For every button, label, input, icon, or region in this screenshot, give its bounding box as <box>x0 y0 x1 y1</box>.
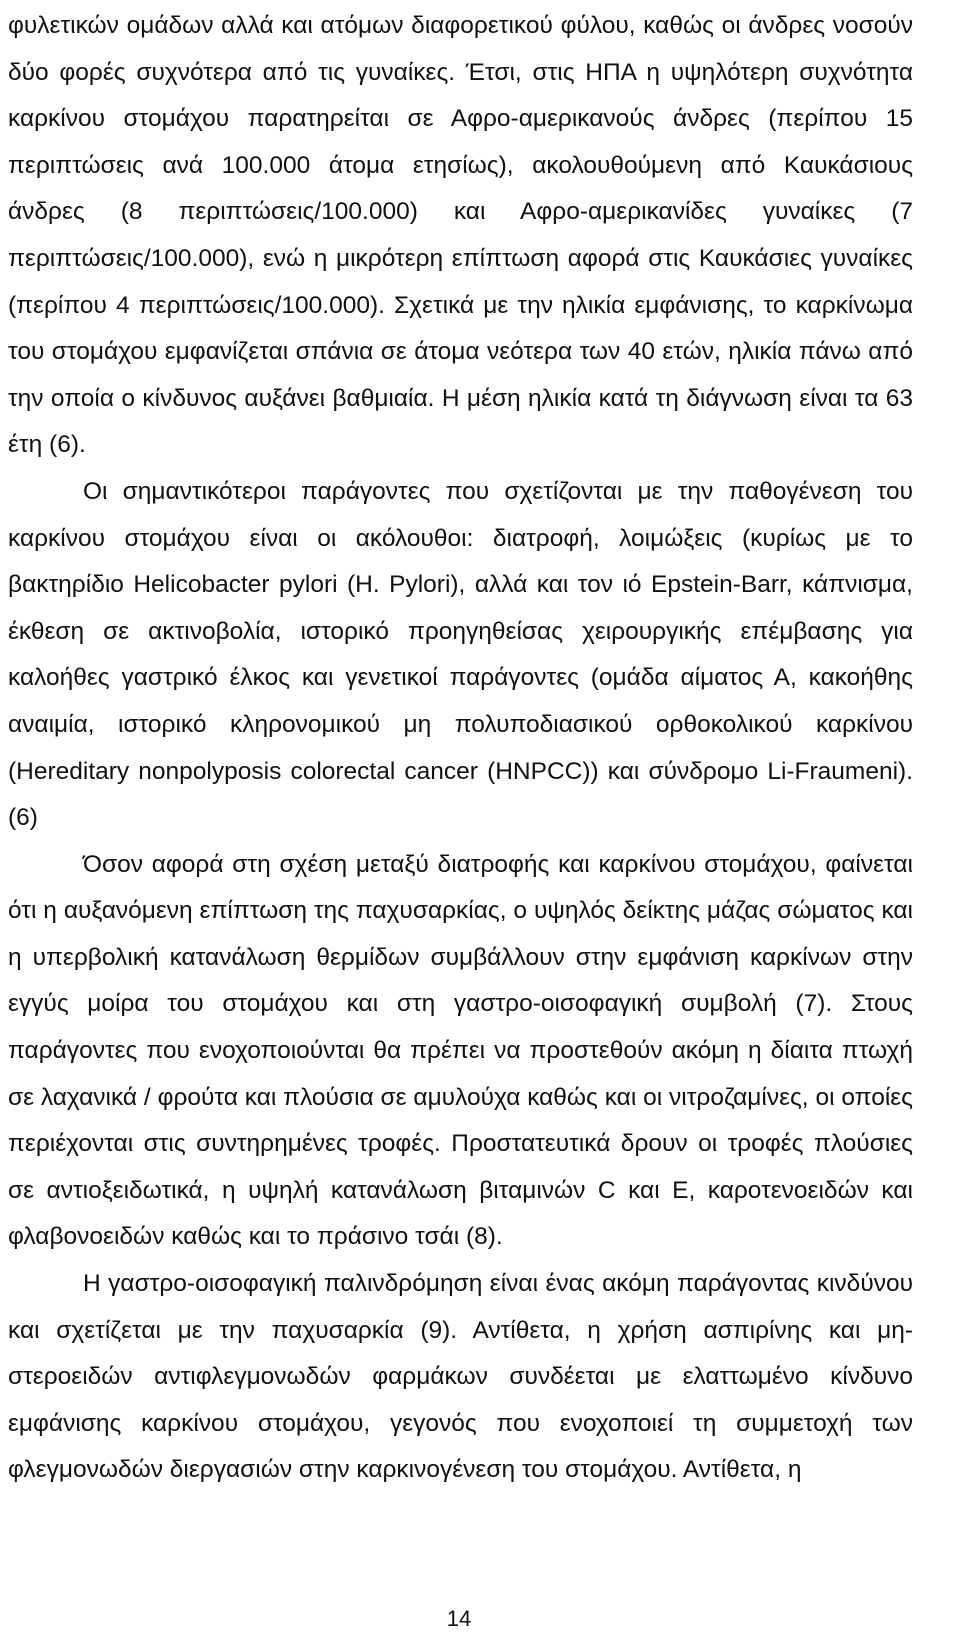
page-number: 14 <box>446 1606 472 1631</box>
body-text <box>8 3 913 1494</box>
paragraph-continuation: φυλετικών ομάδων αλλά και ατόμων διαφορετικού φύλου, καθώς οι άνδρες νοσούν δύο φορές συχνότερα από τις γυναίκες. Έτσι, στις ΗΠΑ η υψηλότερη συχνότητα καρκίνου στομάχου παρατηρείται σε Αφρο-αμερικανούς άνδρες (περίπου 15 περιπτώσεις ανά 100.000 άτομα ετησίως), ακολουθούμενη από Καυκάσιους άνδρες (8 περιπτώσεις/100.000) και Αφρο-αμερικανίδες γυναίκες (7 περιπτώσεις/100.000), ενώ η μικρότερη επίπτωση αφορά στις Καυκάσιες γυναίκες (περίπου 4 περιπτώσεις/100.000). Σχετικά με την ηλικία εμφάνισης, το καρκίνωμα του στομάχου εμφανίζεται σπάνια σε άτομα νεότερα των 40 ετών, ηλικία πάνω από την οποία ο κίνδυνος αυξάνει βαθμιαία. Η μέση ηλικία κατά τη διάγνωση είναι τα 63 έτη (6). <box>8 12 913 459</box>
paragraph-reflux: Η γαστρο-οισοφαγική παλινδρόμηση είναι ένας ακόμη παράγοντας κινδύνου και σχετίζεται με την παχυσαρκία (9). Αντίθετα, η χρήση ασπιρίνης και μη-στεροειδών αντιφλεγμονωδών φαρμάκων συνδέεται με ελαττωμένο κίνδυνο εμφάνισης καρκίνου στομάχου, γεγονός που ενοχοποιεί τη συμμετοχή των φλεγμονωδών διεργασιών στην καρκινογένεση του στομάχου. Αντίθετα, η <box>8 1270 913 1484</box>
paragraph-risk-factors: Οι σημαντικότεροι παράγοντες που σχετίζονται με την παθογένεση του καρκίνου στομάχου είναι οι ακόλουθοι: διατροφή, λοιμώξεις (κυρίως με το βακτηρίδιο Helicobacter pylori (H. Pylori), αλλά και τον ιό Epstein-Barr, κάπνισμα, έκθεση σε ακτινοβολία, ιστορικό προηγηθείσας χειρουργικής επέμβασης για καλοήθες γαστρικό έλκος και γενετικοί παράγοντες (ομάδα αίματος Α, κακοήθης αναιμία, ιστορικό κληρονομικού μη πολυποδιασικού ορθοκολικού καρκίνου (Hereditary nonpolyposis colorectal cancer (HNPCC)) και σύνδρομο Li-Fraumeni). (6) <box>8 477 913 832</box>
paragraph-diet: Όσον αφορά στη σχέση μεταξύ διατροφής και καρκίνου στομάχου, φαίνεται ότι η αυξανόμενη επίπτωση της παχυσαρκίας, ο υψηλός δείκτης μάζας σώματος και η υπερβολική κατανάλωση θερμίδων συμβάλλουν στην εμφάνιση καρκίνων στην εγγύς μοίρα του στομάχου και στη γαστρο-οισοφαγική συμβολή (7). Στους παράγοντες που ενοχοποιούνται θα πρέπει να προστεθούν ακόμη η δίαιτα πτωχή σε λαχανικά / φρούτα και πλούσια σε αμυλούχα καθώς και οι νιτροζαμίνες, οι οποίες περιέχονται στις συντηρημένες τροφές. Προστατευτικά δρουν οι τροφές πλούσιες σε αντιοξειδωτικά, η υψηλή κατανάλωση βιταμινών C και E, καροτενοειδών και φλαβονοειδών καθώς και το πράσινο τσάι (8). <box>8 850 913 1251</box>
